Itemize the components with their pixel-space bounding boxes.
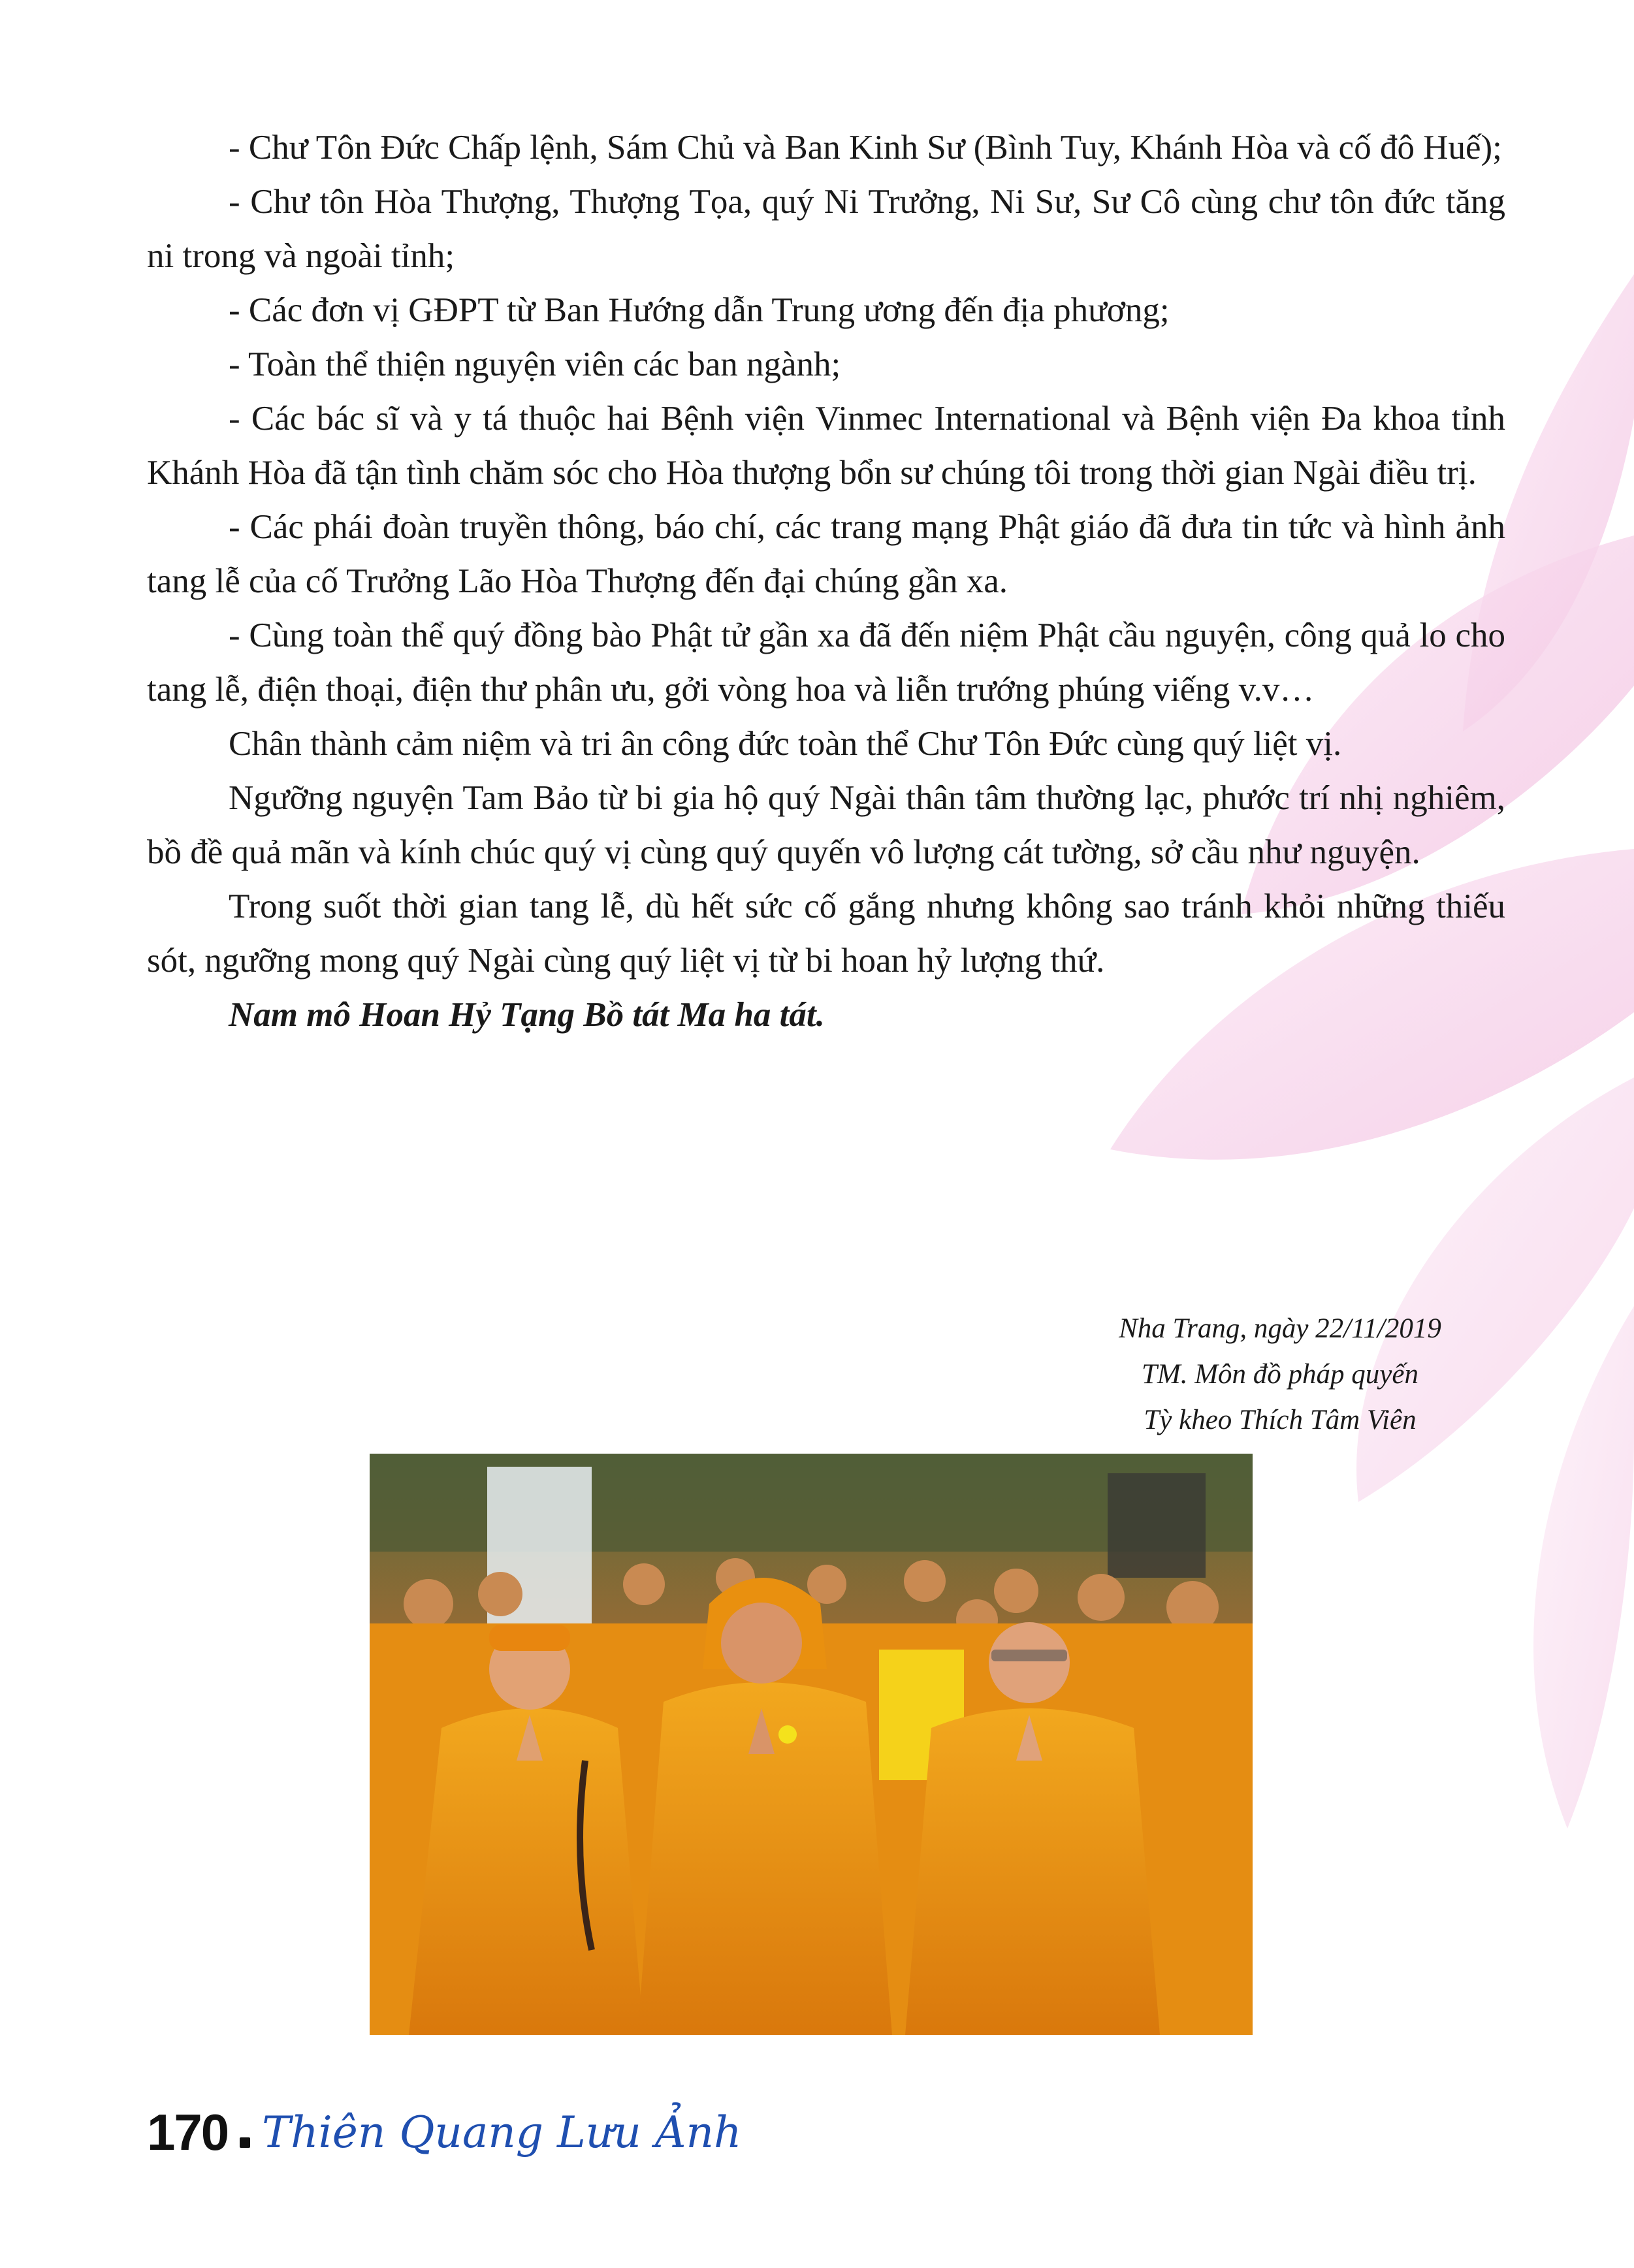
paragraph: Trong suốt thời gian tang lễ, dù hết sức cố gắng nhưng không sao tránh khỏi những thiếu sót, ngưỡng mong quý Ngài cùng quý liệt vị từ bi hoan hỷ lượng thứ. xyxy=(147,887,1505,980)
signature-signer: Tỳ kheo Thích Tâm Viên xyxy=(1144,1405,1417,1435)
paragraph: - Các đơn vị GĐPT từ Ban Hướng dẫn Trung ương đến địa phương; xyxy=(229,291,1170,329)
signature-block xyxy=(1045,1306,1515,1443)
paragraph: Chân thành cảm niệm và tri ân công đức toàn thể Chư Tôn Đức cùng quý liệt vị. xyxy=(229,725,1342,763)
paragraph: - Chư tôn Hòa Thượng, Thượng Tọa, quý Ni Trưởng, Ni Sư, Sư Cô cùng chư tôn đức tăng ni trong và ngoài tỉnh; xyxy=(147,183,1505,275)
separator-dot xyxy=(240,2137,250,2148)
body-text xyxy=(147,121,1505,1042)
paragraph: - Các bác sĩ và y tá thuộc hai Bệnh viện Vinmec International và Bệnh viện Đa khoa tỉnh Khánh Hòa đã tận tình chăm sóc cho Hòa thượng bổn sư chúng tôi trong thời gian Ngài điều trị. xyxy=(147,400,1505,492)
paragraph: - Các phái đoàn truyền thông, báo chí, các trang mạng Phật giáo đã đưa tin tức và hình ảnh tang lễ của cố Trưởng Lão Hòa Thượng đến đại chúng gần xa. xyxy=(147,508,1505,600)
monks-ceremony-photo xyxy=(370,1454,1253,2035)
paragraph: - Chư Tôn Đức Chấp lệnh, Sám Chủ và Ban Kinh Sư (Bình Tuy, Khánh Hòa và cố đô Huế); xyxy=(229,129,1502,167)
closing-invocation: Nam mô Hoan Hỷ Tạng Bồ tát Ma ha tát. xyxy=(229,996,825,1034)
paragraph: - Cùng toàn thể quý đồng bào Phật tử gần xa đã đến niệm Phật cầu nguyện, công quả lo cho tang lễ, điện thoại, điện thư phân ưu, gởi vòng hoa và liễn trướng phúng viếng v.v… xyxy=(147,616,1505,709)
signature-on-behalf: TM. Môn đồ pháp quyến xyxy=(1142,1359,1418,1390)
page-number: 170 xyxy=(147,2103,229,2161)
signature-place-date: Nha Trang, ngày 22/11/2019 xyxy=(1119,1313,1441,1344)
page-footer xyxy=(147,2096,742,2168)
paragraph: - Toàn thể thiện nguyện viên các ban ngành; xyxy=(229,345,841,383)
book-title: Thiên Quang Lưu Ảnh xyxy=(262,2107,742,2158)
paragraph: Ngưỡng nguyện Tam Bảo từ bi gia hộ quý Ngài thân tâm thường lạc, phước trí nhị nghiêm, bồ đề quả mãn và kính chúc quý vị cùng quý quyến vô lượng cát tường, sở cầu như nguyện. xyxy=(147,779,1505,871)
